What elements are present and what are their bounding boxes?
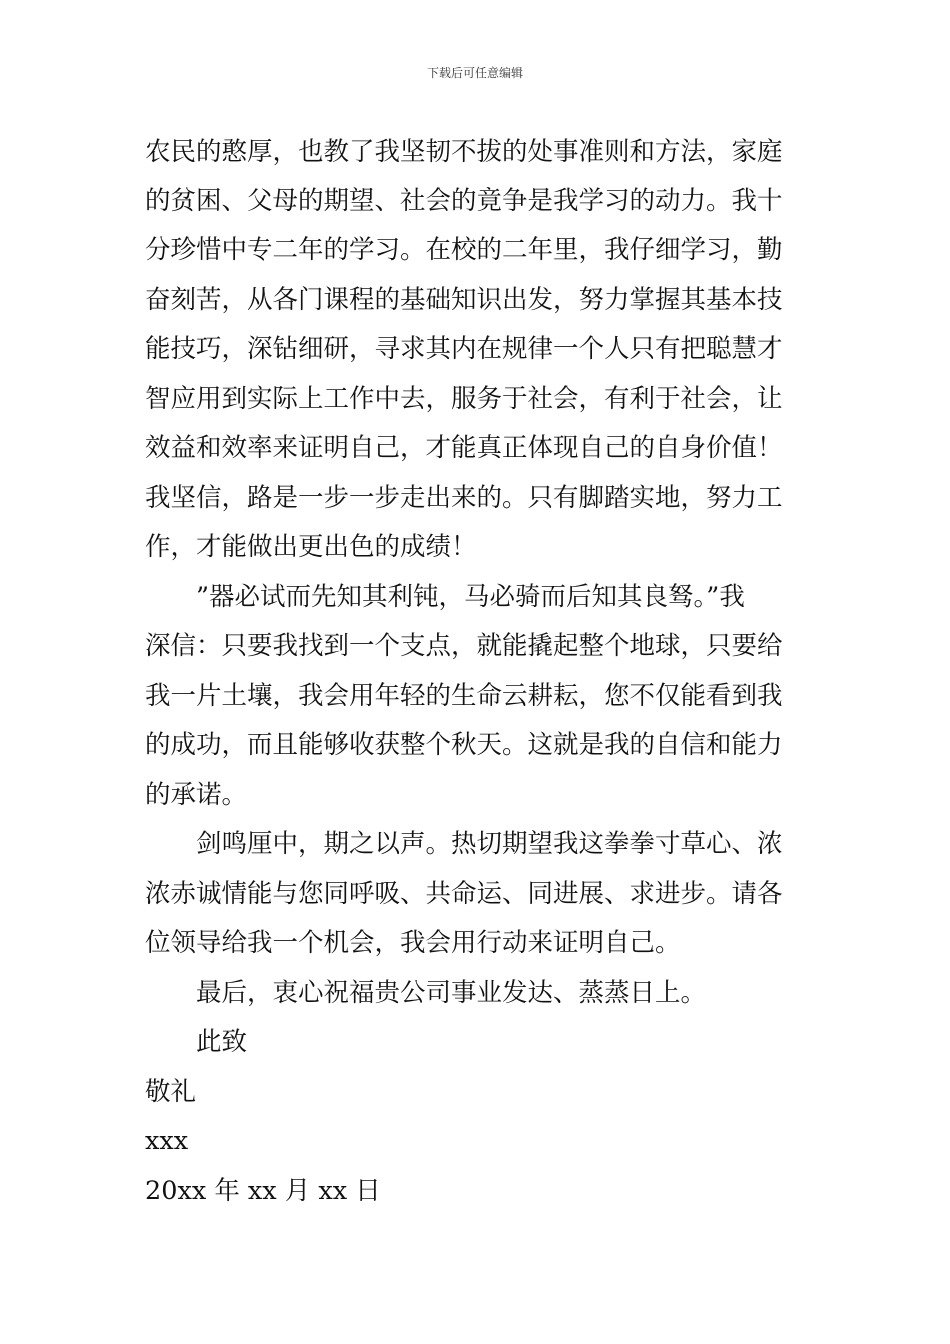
text-line: 的成功，而且能够收获整个秋天。这就是我的自信和能力 xyxy=(145,730,783,760)
text-line: 浓赤诚情能与您同呼吸、共命运、同进展、求进步。请各 xyxy=(145,879,783,909)
page-header-note: 下载后可任意编辑 xyxy=(426,66,523,80)
text-line: 的承诺。 xyxy=(145,780,248,810)
text-line: 能技巧，深钻细研，寻求其内在规律一个人只有把聪慧才 xyxy=(145,334,783,364)
salutation-ciz: 此致 xyxy=(196,1027,248,1057)
text-line: 智应用到实际上工作中去，服务于社会，有利于社会，让 xyxy=(145,384,783,414)
signature-name: xxx xyxy=(145,1126,189,1156)
signature-date: 20xx 年 xx 月 xx 日 xyxy=(145,1176,381,1206)
text-line: 我坚信，路是一步一步走出来的。只有脚踏实地，努力工 xyxy=(145,483,783,513)
text-line: 农民的憨厚，也教了我坚韧不拔的处事准则和方法，家庭 xyxy=(145,137,783,167)
closing-line: 最后，衷心祝福贵公司事业发达、蒸蒸日上。 xyxy=(196,978,707,1008)
text-line: 作，才能做出更出色的成绩！ xyxy=(145,532,477,562)
text-line: 分珍惜中专二年的学习。在校的二年里，我仔细学习，勤 xyxy=(145,235,783,265)
text-line: 我一片土壤，我会用年轻的生命云耕耘，您不仅能看到我 xyxy=(145,681,783,711)
text-line: 效益和效率来证明自己，才能真正体现自己的自身价值！ xyxy=(145,433,783,463)
text-line: 位领导给我一个机会，我会用行动来证明自己。 xyxy=(145,928,681,958)
text-line: ”器必试而先知其利钝，马必骑而后知其良驽。”我 xyxy=(196,582,745,612)
text-line: 深信：只要我找到一个支点，就能撬起整个地球，只要给 xyxy=(145,631,783,661)
text-line: 奋刻苦，从各门课程的基础知识出发，努力掌握其基本技 xyxy=(145,285,783,315)
salutation-jingli: 敬礼 xyxy=(145,1077,197,1107)
text-line: 的贫困、父母的期望、社会的竟争是我学习的动力。我十 xyxy=(145,186,783,216)
text-line: 剑鸣厘中，期之以声。热切期望我这拳拳寸草心、浓 xyxy=(196,829,783,859)
